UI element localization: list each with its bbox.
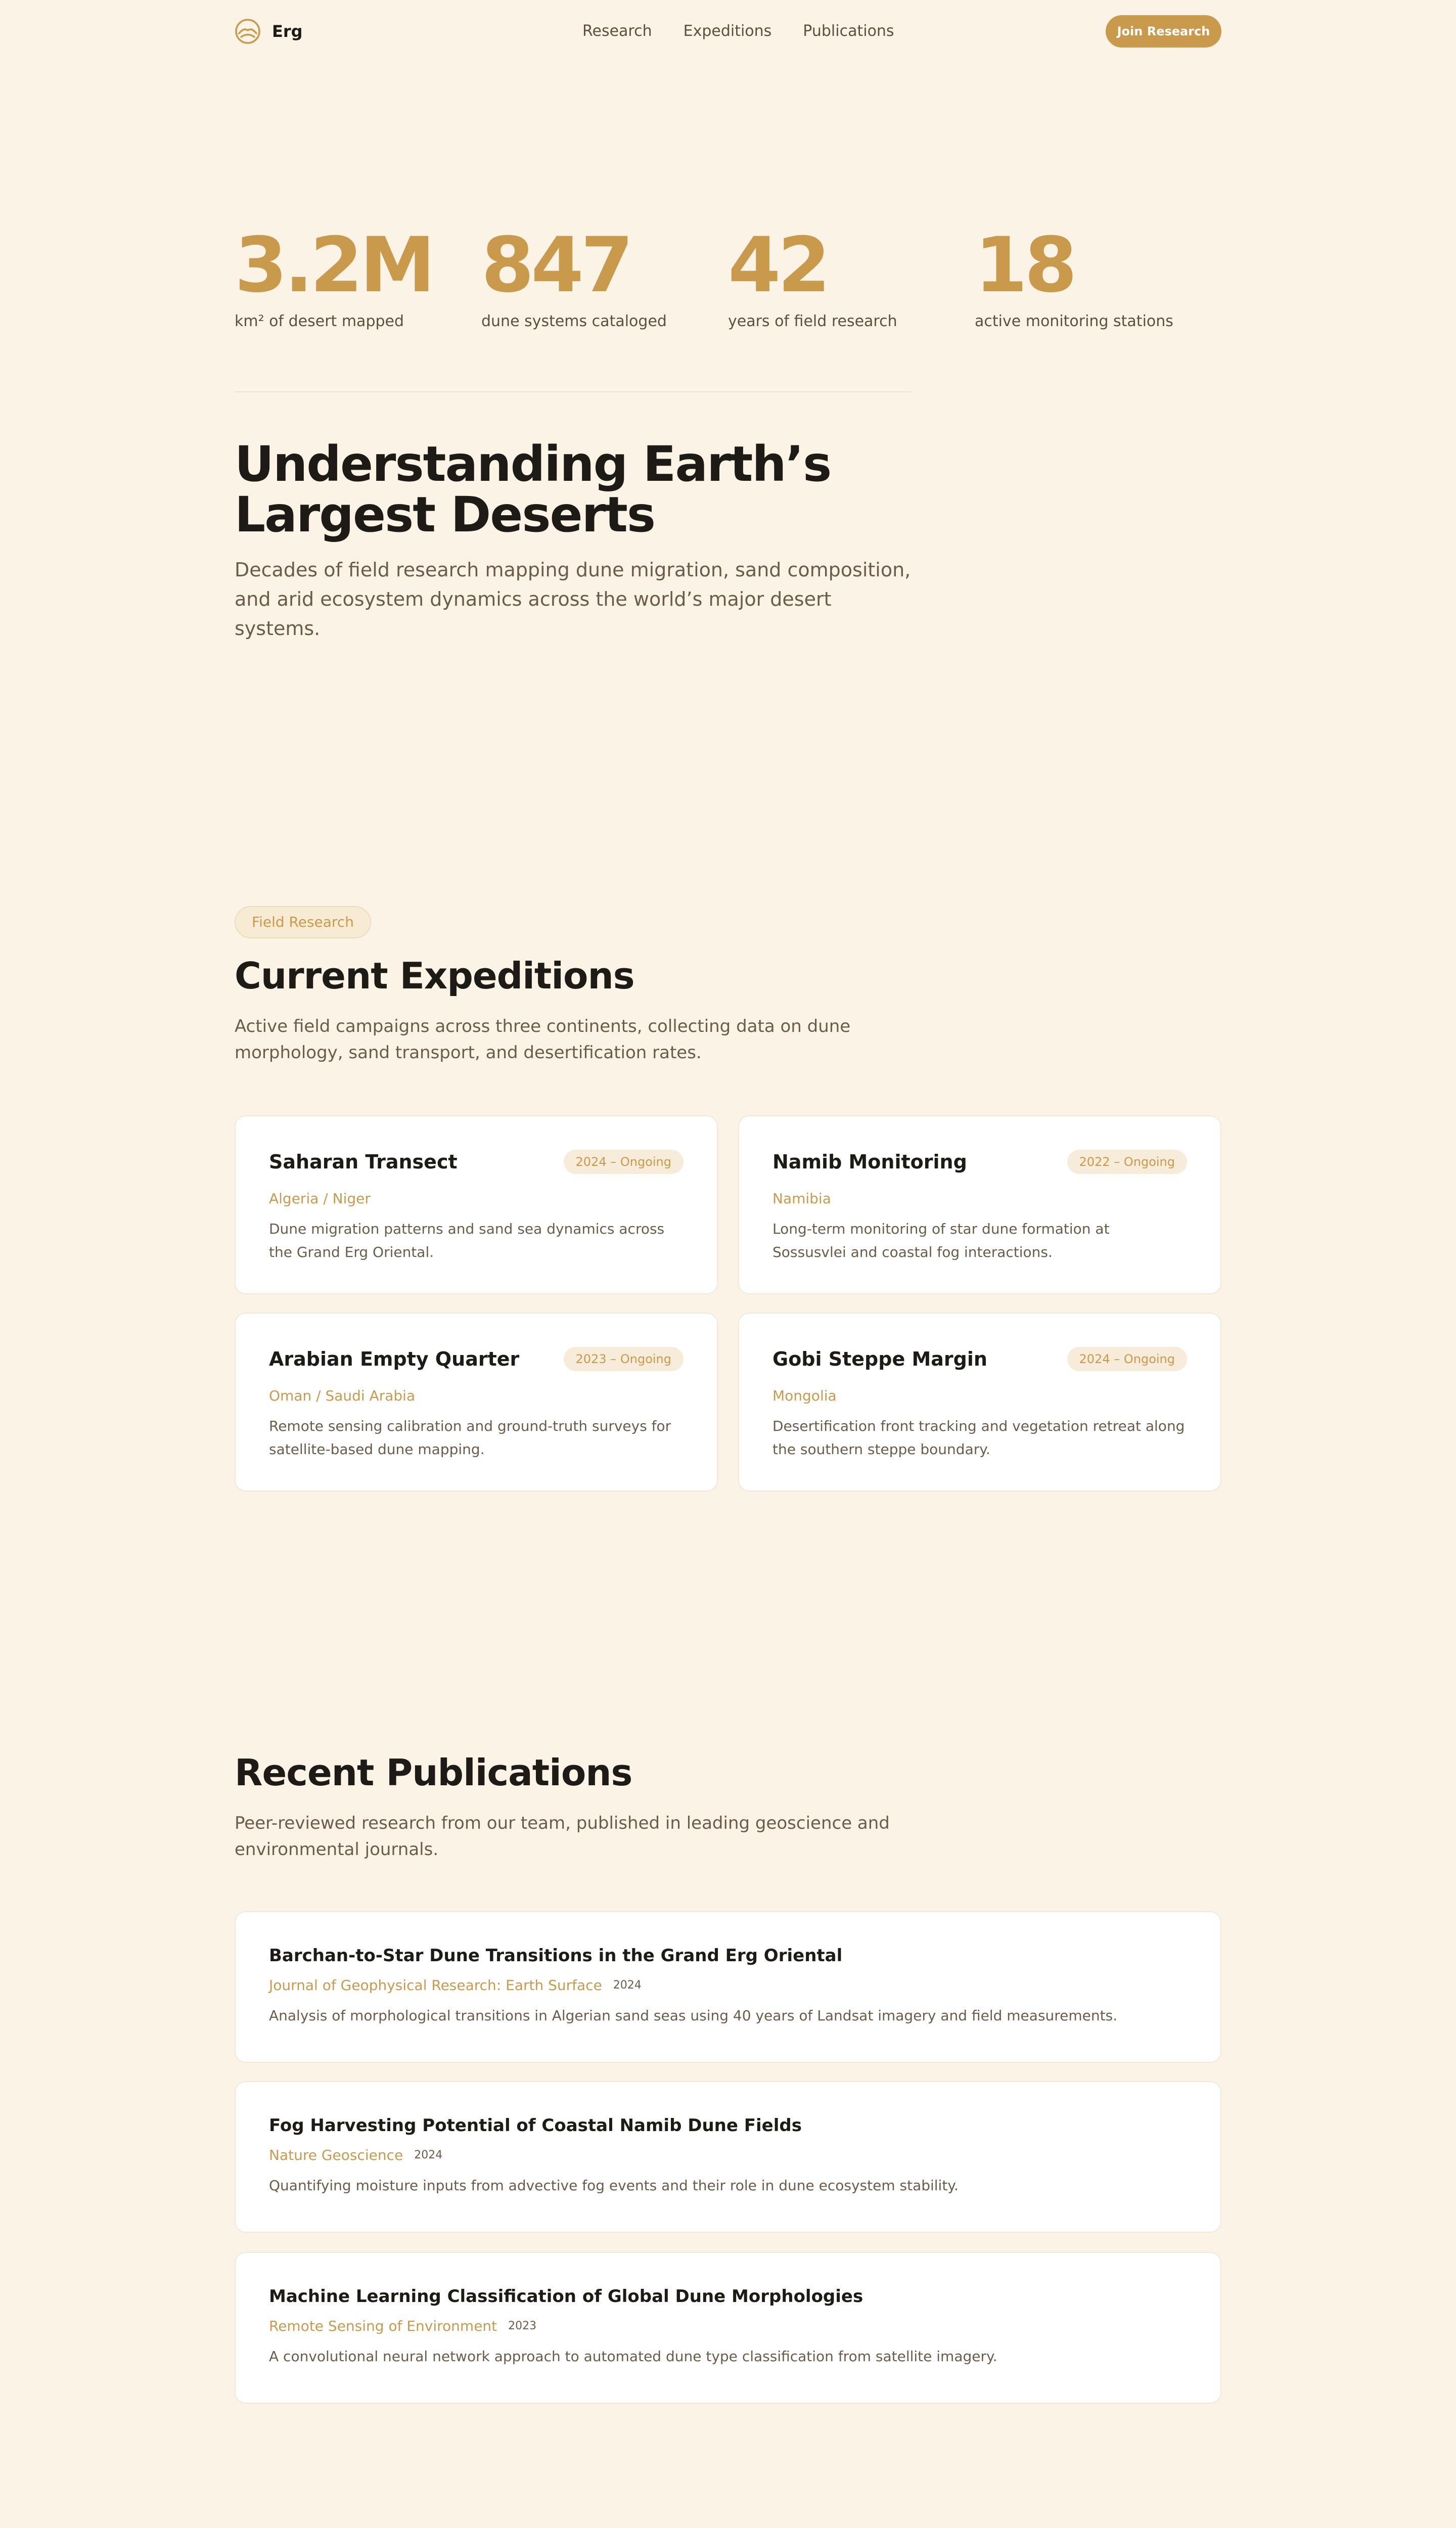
status-badge: 2023 – Ongoing <box>564 1347 684 1371</box>
stat-value: 3.2M <box>235 221 432 309</box>
expedition-description: Long-term monitoring of star dune formation at Sossusvlei and coastal fog interactions. <box>772 1221 1110 1260</box>
main-nav <box>582 22 894 40</box>
publication-description: Quantifying moisture inputs from advective fog events and their role in dune ecosystem stability. <box>269 2177 959 2194</box>
brand-name: Erg <box>272 22 303 41</box>
status-badge: 2022 – Ongoing <box>1067 1150 1187 1174</box>
expedition-location: Algeria / Niger <box>269 1190 371 1207</box>
publications-subtitle: Peer-reviewed research from our team, published in leading geoscience and environmental journals. <box>235 1813 890 1860</box>
publication-title: Machine Learning Classification of Global Dune Morphologies <box>269 2286 863 2307</box>
join-research-button[interactable]: Join Research <box>1106 15 1221 48</box>
expedition-title: Namib Monitoring <box>772 1151 967 1173</box>
publication-description: A convolutional neural network approach to automated dune type classification from satellite imagery. <box>269 2348 997 2365</box>
status-badge: 2024 – Ongoing <box>1067 1347 1187 1371</box>
expedition-card[interactable] <box>738 1313 1221 1492</box>
expedition-location: Oman / Saudi Arabia <box>269 1387 416 1404</box>
expedition-card[interactable] <box>235 1115 718 1294</box>
brand-logo[interactable] <box>235 18 303 44</box>
publication-title: Fog Harvesting Potential of Coastal Namib Dune Fields <box>269 2115 802 2136</box>
expeditions-title: Current Expeditions <box>235 955 634 997</box>
publication-card[interactable] <box>235 1911 1221 2063</box>
expedition-location: Namibia <box>772 1190 831 1207</box>
dune-logo-icon <box>235 18 261 44</box>
hero-subtitle: Decades of field research mapping dune migration, sand composition, and arid ecosystem dynamics across the world’s major desert systems. <box>235 559 911 640</box>
stat-value: 18 <box>975 221 1074 309</box>
publication-year: 2023 <box>508 2320 537 2332</box>
publications-title: Recent Publications <box>235 1751 632 1794</box>
stat-label: dune systems cataloged <box>481 312 667 330</box>
publication-journal: Remote Sensing of Environment <box>269 2318 497 2334</box>
nav-research[interactable]: Research <box>582 22 652 40</box>
stat-value: 847 <box>481 221 631 309</box>
stat-stations <box>975 222 1221 330</box>
publication-description: Analysis of morphological transitions in Algerian sand seas using 40 years of Landsat imagery and field measurements. <box>269 2007 1118 2024</box>
expedition-title: Saharan Transect <box>269 1151 458 1173</box>
expedition-card[interactable] <box>738 1115 1221 1294</box>
field-research-tag: Field Research <box>235 906 371 938</box>
stat-label: km² of desert mapped <box>235 312 404 330</box>
expedition-title: Arabian Empty Quarter <box>269 1348 520 1370</box>
expedition-description: Dune migration patterns and sand sea dynamics across the Grand Erg Oriental. <box>269 1221 665 1260</box>
status-badge: 2024 – Ongoing <box>564 1150 684 1174</box>
stat-years <box>728 222 975 330</box>
stat-label: years of field research <box>728 312 897 330</box>
expedition-card[interactable] <box>235 1313 718 1492</box>
hero-divider <box>235 391 912 392</box>
stat-label: active monitoring stations <box>975 312 1173 330</box>
publication-journal: Nature Geoscience <box>269 2147 403 2163</box>
publication-card[interactable] <box>235 2252 1221 2404</box>
nav-expeditions[interactable]: Expeditions <box>683 22 772 40</box>
stats-section <box>235 222 1221 330</box>
publication-journal: Journal of Geophysical Research: Earth Surface <box>269 1977 602 1994</box>
expedition-description: Desertification front tracking and vegetation retreat along the southern steppe boundary. <box>772 1418 1185 1458</box>
expedition-title: Gobi Steppe Margin <box>772 1348 987 1370</box>
expedition-location: Mongolia <box>772 1387 837 1404</box>
hero-title: Understanding Earth’s Largest Deserts <box>235 436 831 543</box>
site-header <box>0 0 1456 63</box>
expedition-description: Remote sensing calibration and ground-truth surveys for satellite-based dune mapping. <box>269 1418 671 1458</box>
publication-year: 2024 <box>414 2149 443 2161</box>
stat-area-mapped <box>235 222 481 330</box>
nav-publications[interactable]: Publications <box>803 22 894 40</box>
expeditions-subtitle: Active field campaigns across three continents, collecting data on dune morphology, sand transport, and desertification rates. <box>235 1016 851 1063</box>
publication-year: 2024 <box>613 1979 642 1992</box>
stat-value: 42 <box>728 221 828 309</box>
publication-title: Barchan-to-Star Dune Transitions in the Grand Erg Oriental <box>269 1946 843 1966</box>
stat-dune-systems <box>481 222 728 330</box>
publication-card[interactable] <box>235 2081 1221 2233</box>
